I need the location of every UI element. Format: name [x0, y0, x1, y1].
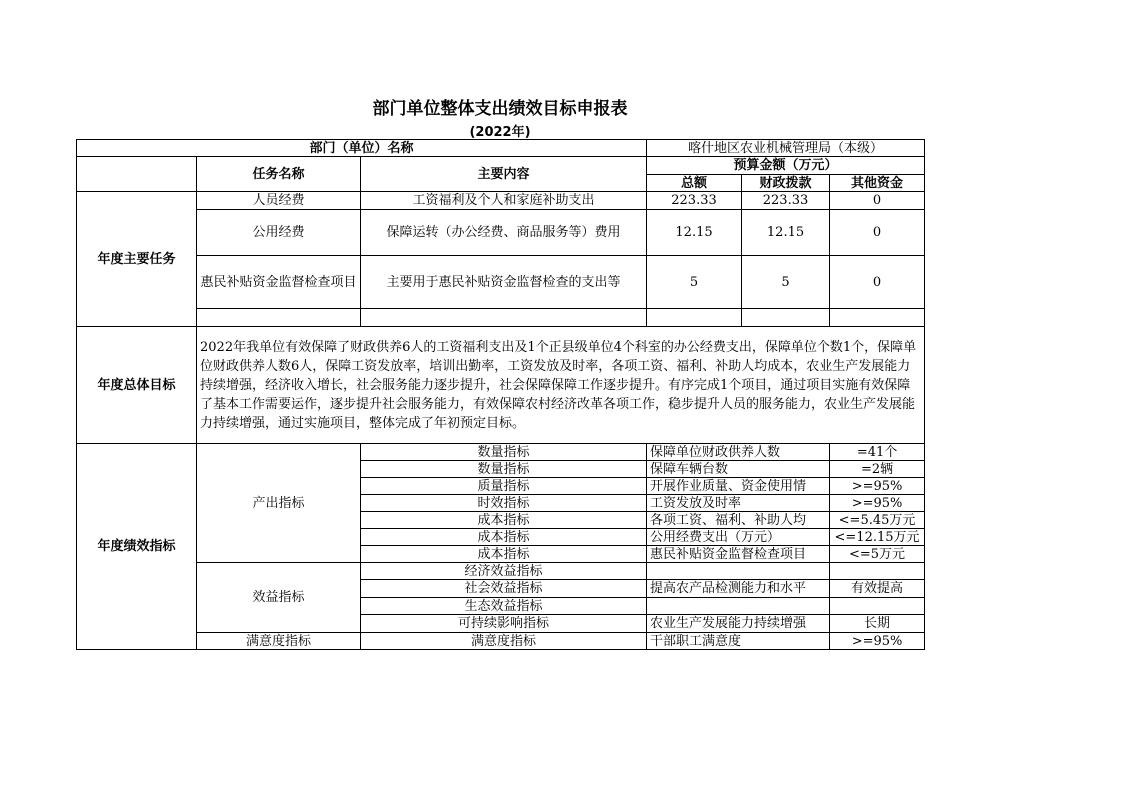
perf-desc: 干部职工满意度 — [647, 633, 830, 650]
task-fiscal: 5 — [742, 256, 830, 309]
task-fiscal: 12.15 — [742, 210, 830, 256]
empty-cell — [830, 309, 925, 327]
header-task-name: 任务名称 — [197, 157, 361, 192]
perf-desc: 提高农产品检测能力和水平 — [647, 580, 830, 598]
header-other: 其他资金 — [830, 175, 925, 192]
perf-group-name: 产出指标 — [197, 444, 361, 563]
perf-desc: 农业生产发展能力持续增强 — [647, 615, 830, 633]
perf-indicator: 数量指标 — [361, 461, 647, 478]
perf-indicator: 满意度指标 — [361, 633, 647, 650]
perf-row — [77, 563, 925, 580]
header-budget: 预算金额（万元） — [647, 157, 925, 175]
task-total: 12.15 — [647, 210, 742, 256]
perf-row — [77, 444, 925, 461]
dept-name: 喀什地区农业机械管理局（本级） — [647, 140, 925, 157]
perf-value: >=95% — [830, 495, 925, 512]
dept-label: 部门（单位）名称 — [77, 140, 647, 157]
task-row — [77, 192, 925, 210]
header-total: 总额 — [647, 175, 742, 192]
perf-indicator: 经济效益指标 — [361, 563, 647, 580]
overall-goal-row — [77, 327, 925, 444]
perf-value — [830, 598, 925, 615]
page-title: 部门单位整体支出绩效目标申报表 — [372, 99, 628, 119]
dept-row — [77, 140, 925, 157]
empty-cell — [742, 309, 830, 327]
perf-desc: 开展作业质量、资金使用情 — [647, 478, 830, 495]
task-other: 0 — [830, 192, 925, 210]
perf-value: <=5.45万元 — [830, 512, 925, 529]
overall-goal-text: 2022年我单位有效保障了财政供养6人的工资福利支出及1个正县级单位4个科室的办公经费支出，保障单位个数1个，保障单位财政供养人数6人，保障工资发放率，培训出勤率，工资发放及时率，各项工资、福利、补助人均成本，农业生产发展能力持续增强，经济收入增长，社会服务能力逐步提升，社会保障保障工作逐步提升。有序完成1个项目，通过项目实施有效保障了基本工作需要运作，逐步提升社会服务能力，有效保障农村经济改革各项工作，稳步提升人员的服务能力，农业生产发展能力持续增强，通过实施项目，整体完成了年初预定目标。 — [197, 327, 925, 444]
perf-indicator: 时效指标 — [361, 495, 647, 512]
task-row — [77, 210, 925, 256]
performance-table — [76, 139, 925, 650]
task-row-empty — [77, 309, 925, 327]
task-fiscal: 223.33 — [742, 192, 830, 210]
perf-indicator: 质量指标 — [361, 478, 647, 495]
perf-indicator: 成本指标 — [361, 529, 647, 546]
header-blank — [77, 157, 197, 192]
perf-indicator: 生态效益指标 — [361, 598, 647, 615]
task-total: 223.33 — [647, 192, 742, 210]
perf-desc — [647, 563, 830, 580]
header-main-content: 主要内容 — [361, 157, 647, 192]
perf-indicator: 社会效益指标 — [361, 580, 647, 598]
task-content: 保障运转（办公经费、商品服务等）费用 — [361, 210, 647, 256]
overall-goal-label: 年度总体目标 — [77, 327, 197, 444]
perf-value: <=5万元 — [830, 546, 925, 563]
task-other: 0 — [830, 256, 925, 309]
perf-row — [77, 633, 925, 650]
task-name: 公用经费 — [197, 210, 361, 256]
perf-value: <=12.15万元 — [830, 529, 925, 546]
perf-desc: 工资发放及时率 — [647, 495, 830, 512]
task-content: 主要用于惠民补贴资金监督检查的支出等 — [361, 256, 647, 309]
perf-indicator: 成本指标 — [361, 546, 647, 563]
perf-desc: 各项工资、福利、补助人均 — [647, 512, 830, 529]
perf-desc — [647, 598, 830, 615]
header-fiscal: 财政拨款 — [742, 175, 830, 192]
empty-cell — [647, 309, 742, 327]
empty-cell — [361, 309, 647, 327]
task-name: 人员经费 — [197, 192, 361, 210]
perf-indicator: 成本指标 — [361, 512, 647, 529]
perf-label: 年度绩效指标 — [77, 444, 197, 650]
perf-indicator: 数量指标 — [361, 444, 647, 461]
perf-desc: 惠民补贴资金监督检查项目 — [647, 546, 830, 563]
perf-group-name: 效益指标 — [197, 563, 361, 633]
empty-cell — [197, 309, 361, 327]
perf-desc: 公用经费支出（万元） — [647, 529, 830, 546]
perf-value: 有效提高 — [830, 580, 925, 598]
year-subtitle: (2022年) — [469, 125, 531, 140]
perf-desc: 保障车辆台数 — [647, 461, 830, 478]
main-tasks-label: 年度主要任务 — [77, 192, 197, 327]
perf-value — [830, 563, 925, 580]
task-content: 工资福利及个人和家庭补助支出 — [361, 192, 647, 210]
perf-desc: 保障单位财政供养人数 — [647, 444, 830, 461]
task-total: 5 — [647, 256, 742, 309]
perf-value: =41个 — [830, 444, 925, 461]
perf-value: >=95% — [830, 633, 925, 650]
header-row-1 — [77, 157, 925, 175]
perf-value: =2辆 — [830, 461, 925, 478]
perf-value: >=95% — [830, 478, 925, 495]
task-row — [77, 256, 925, 309]
task-other: 0 — [830, 210, 925, 256]
perf-indicator: 可持续影响指标 — [361, 615, 647, 633]
perf-group-name: 满意度指标 — [197, 633, 361, 650]
task-name: 惠民补贴资金监督检查项目 — [197, 256, 361, 309]
perf-value: 长期 — [830, 615, 925, 633]
